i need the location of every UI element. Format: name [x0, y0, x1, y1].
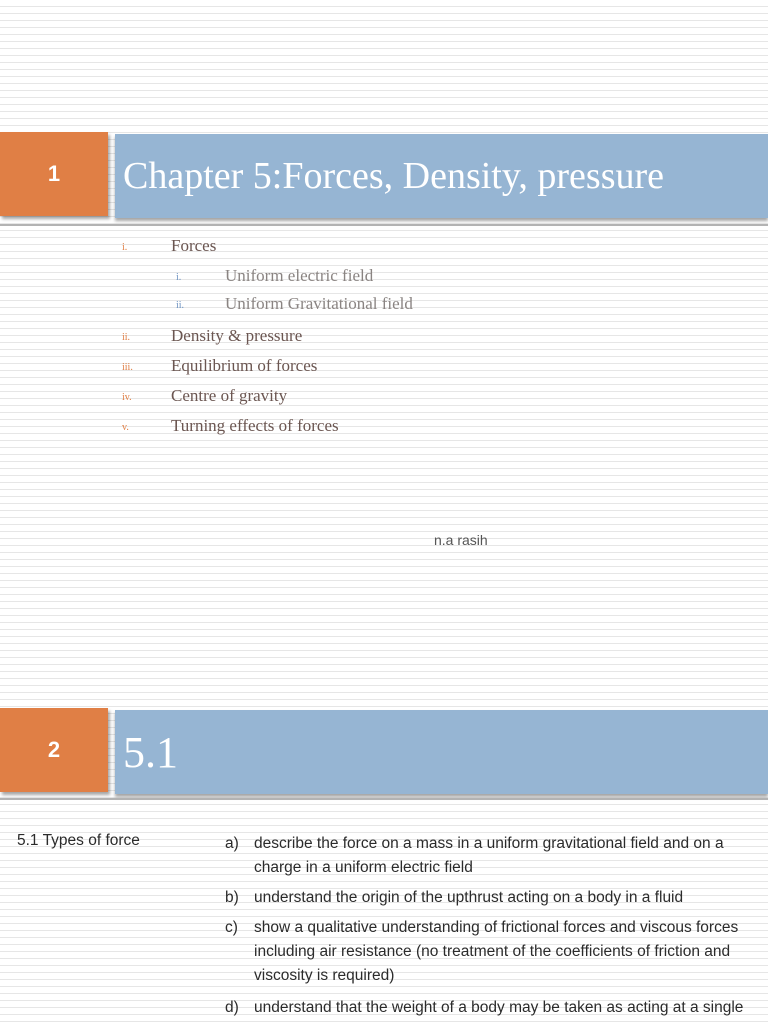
outline-text: Turning effects of forces [171, 416, 339, 435]
outline-item [0, 386, 768, 410]
slide-title: 5.1 [115, 710, 768, 794]
outline-text: Uniform Gravitational field [225, 294, 413, 313]
outline-item [0, 326, 768, 350]
slide-title: Chapter 5:Forces, Density, pressure [115, 134, 768, 218]
syllabus-topic: 5.1 Types of force [17, 832, 140, 849]
outline-item [0, 416, 768, 440]
title-divider [0, 798, 768, 800]
outline-text: Equilibrium of forces [171, 356, 318, 375]
outline-marker: i. [176, 272, 182, 283]
outline-marker: i. [122, 242, 128, 253]
outline-marker: v. [122, 422, 129, 433]
outline-marker: iv. [122, 392, 132, 403]
syllabus-item-label: c) [225, 919, 238, 936]
title-divider [0, 224, 768, 226]
outline-marker: ii. [122, 332, 131, 343]
outline-text: Density & pressure [171, 326, 303, 345]
outline-text: Centre of gravity [171, 386, 288, 405]
syllabus-item-text: understand the origin of the upthrust acting on a body in a fluid [254, 889, 684, 906]
outline-text: Uniform electric field [225, 266, 374, 285]
outline-subitem [0, 294, 768, 318]
slide-number-badge: 2 [0, 708, 108, 792]
syllabus-item-text: describe the force on a mass in a uniform gravitational field and on a charge in a uniform electric field [254, 835, 724, 876]
slide-number-badge: 1 [0, 132, 108, 216]
outline-marker: iii. [122, 362, 133, 373]
outline-subitem [0, 266, 768, 290]
syllabus-item-text: show a qualitative understanding of frictional forces and viscous forces including air resistance (no treatment of the coefficients of friction and viscosity is required) [254, 919, 739, 984]
syllabus-item-label: b) [225, 889, 239, 906]
syllabus-item-label: d) [225, 999, 239, 1016]
outline-marker: ii. [176, 300, 185, 311]
outline-item [0, 356, 768, 380]
syllabus-item-label: a) [225, 835, 239, 852]
syllabus-item-text: understand that the weight of a body may be taken as acting at a single [254, 999, 744, 1016]
outline-text: Forces [171, 236, 217, 255]
outline-item [0, 236, 768, 260]
author-name: n.a rasih [434, 532, 488, 548]
